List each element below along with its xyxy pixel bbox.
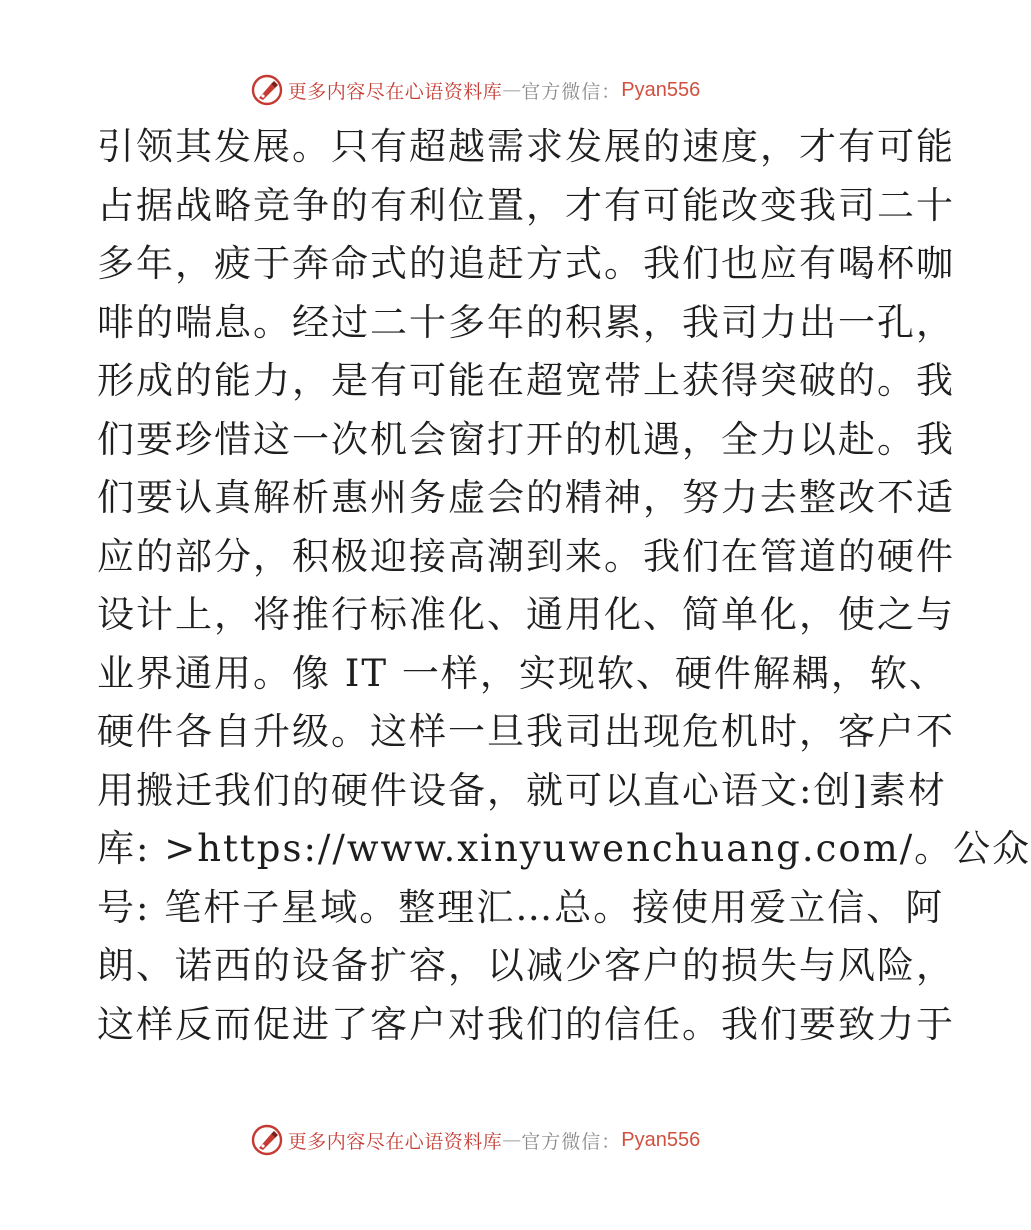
pen-nib-logo-icon (250, 1123, 284, 1157)
document-body (97, 118, 1031, 1054)
banner-contact-id: Pyan556 (621, 78, 701, 101)
banner-separator: — (502, 1129, 522, 1151)
banner-site-text: 更多内容尽在心语资料库 (287, 1130, 503, 1153)
body-line: 占据战略竞争的有利位置，才有可能改变我司二十 (97, 183, 955, 227)
body-line: 业界通用。像 IT 一样，实现软、硬件解耦，软、 (97, 651, 948, 695)
body-line: 多年，疲于奔命式的追赶方式。我们也应有喝杯咖 (97, 242, 955, 285)
body-line: 硬件各自升级。这样一旦我司出现危机时，客户不 (97, 710, 955, 753)
body-line: 号: 笔杆子星域。整理汇…总。接使用爱立信、阿 (97, 885, 945, 929)
body-line: 啡的喘息。经过二十多年的积累，我司力出一孔， (97, 300, 955, 344)
body-line: 这样反而促进了客户对我们的信任。我们要致力于 (97, 1002, 955, 1046)
body-line: 引领其发展。只有超越需求发展的速度，才有可能 (97, 125, 955, 168)
body-line: 形成的能力，是有可能在超宽带上获得突破的。我 (97, 359, 955, 402)
header-banner (0, 70, 950, 110)
banner-site-text: 更多内容尽在心语资料库 (287, 80, 503, 103)
banner-contact-label: 官方微信： (521, 80, 622, 103)
body-line: 朗、诺西的设备扩容，以减少客户的损失与风险， (97, 944, 955, 987)
body-line: 应的部分，积极迎接高潮到来。我们在管道的硬件 (97, 534, 955, 578)
body-line: 设计上，将推行标准化、通用化、简单化，使之与 (97, 593, 955, 636)
body-line: 们要珍惜这一次机会窗打开的机遇，全力以赴。我 (97, 417, 955, 461)
body-line: 们要认真解析惠州务虚会的精神，努力去整改不适 (97, 476, 955, 519)
body-line: 用搬迁我们的硬件设备，就可以直心语文:创]素材 (97, 768, 947, 812)
body-line: 库: >https://www.xinyuwenchuang.com/。公众 (97, 827, 1031, 870)
banner-contact-id: Pyan556 (621, 1128, 701, 1151)
banner-separator: — (502, 79, 522, 101)
banner-contact-label: 官方微信： (521, 1130, 622, 1153)
footer-banner (0, 1120, 950, 1160)
pen-nib-logo-icon (250, 73, 284, 107)
